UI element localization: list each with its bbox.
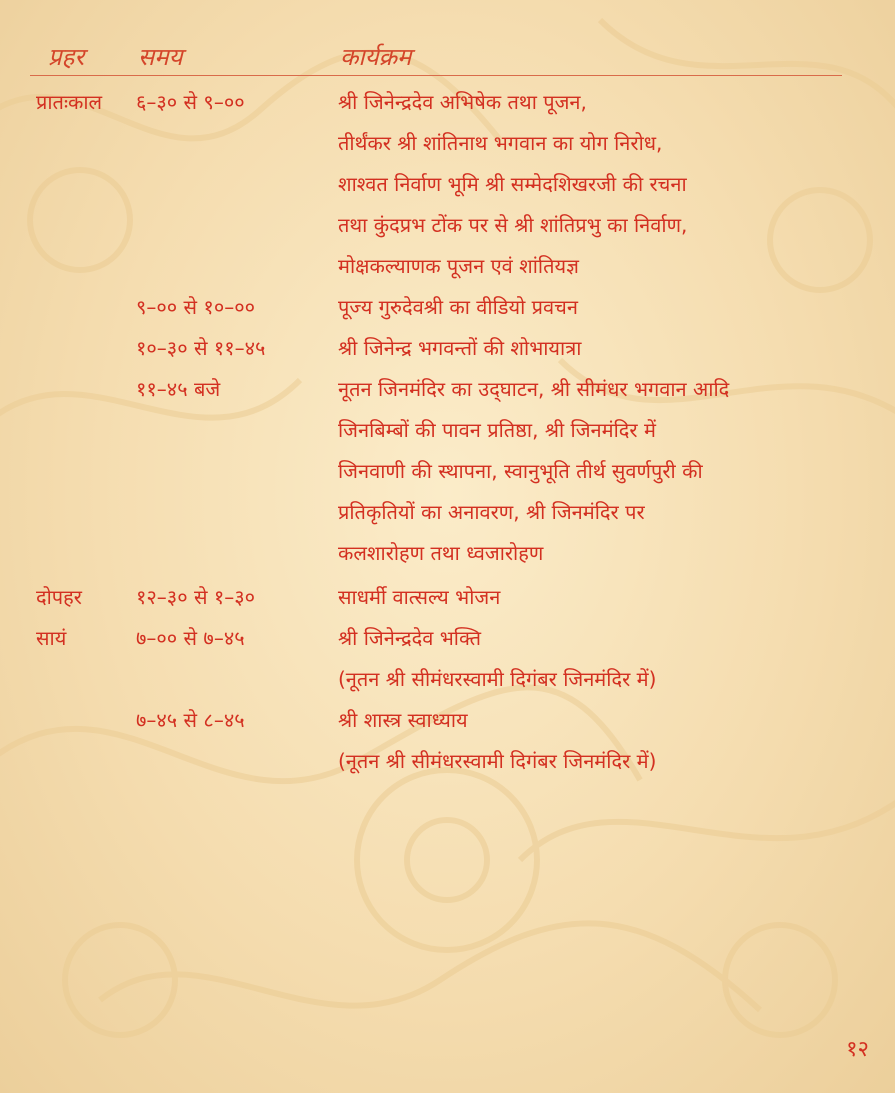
program-line: श्री जिनेन्द्र भगवन्तों की शोभायात्रा (338, 336, 582, 360)
header-period: प्रहर (48, 43, 85, 71)
program-line: प्रतिकृतियों का अनावरण, श्री जिनमंदिर पर (338, 500, 645, 524)
program-line: श्री शास्त्र स्वाध्याय (338, 708, 468, 732)
time-label: ११–४५ बजे (136, 377, 221, 401)
program-line: (नूतन श्री सीमंधरस्वामी दिगंबर जिनमंदिर में) (338, 749, 657, 773)
time-label: ७–४५ से ८–४५ (136, 708, 245, 732)
program-line: श्री जिनेन्द्रदेव अभिषेक तथा पूजन, (338, 90, 587, 114)
program-line: पूज्य गुरुदेवश्री का वीडियो प्रवचन (338, 295, 578, 319)
time-label: १०–३० से ११–४५ (136, 336, 266, 360)
program-line: नूतन जिनमंदिर का उद्‌घाटन, श्री सीमंधर भगवान आदि (338, 377, 730, 401)
time-label: १२–३० से १–३० (136, 585, 256, 609)
time-label: ९–०० से १०–०० (136, 295, 256, 319)
page-number: १२ (846, 1037, 869, 1062)
program-line: तीर्थंकर श्री शांतिनाथ भगवान का योग निरोध, (338, 131, 663, 155)
program-line: श्री जिनेन्द्रदेव भक्ति (338, 626, 482, 650)
header-divider (30, 75, 842, 76)
header-program: कार्यक्रम (340, 43, 412, 71)
program-line: मोक्षकल्याणक पूजन एवं शांतियज्ञ (338, 254, 579, 278)
program-line: जिनबिम्बों की पावन प्रतिष्ठा, श्री जिनमंदिर में (338, 418, 656, 442)
program-line: शाश्वत निर्वाण भूमि श्री सम्मेदशिखरजी की रचना (338, 172, 687, 196)
program-line: साधर्मी वात्सल्य भोजन (338, 585, 501, 609)
period-label: सायं (36, 626, 67, 650)
program-line: जिनवाणी की स्थापना, स्वानुभूति तीर्थ सुवर्णपुरी की (338, 459, 703, 483)
time-label: ७–०० से ७–४५ (136, 626, 245, 650)
program-line: तथा कुंदप्रभ टोंक पर से श्री शांतिप्रभु का निर्वाण, (338, 213, 688, 237)
period-label: दोपहर (36, 585, 82, 609)
header-time: समय (138, 43, 183, 71)
program-line: (नूतन श्री सीमंधरस्वामी दिगंबर जिनमंदिर में) (338, 667, 657, 691)
period-label: प्रातःकाल (36, 90, 103, 114)
program-line: कलशारोहण तथा ध्वजारोहण (338, 541, 544, 565)
time-label: ६–३० से ९–०० (136, 90, 245, 114)
